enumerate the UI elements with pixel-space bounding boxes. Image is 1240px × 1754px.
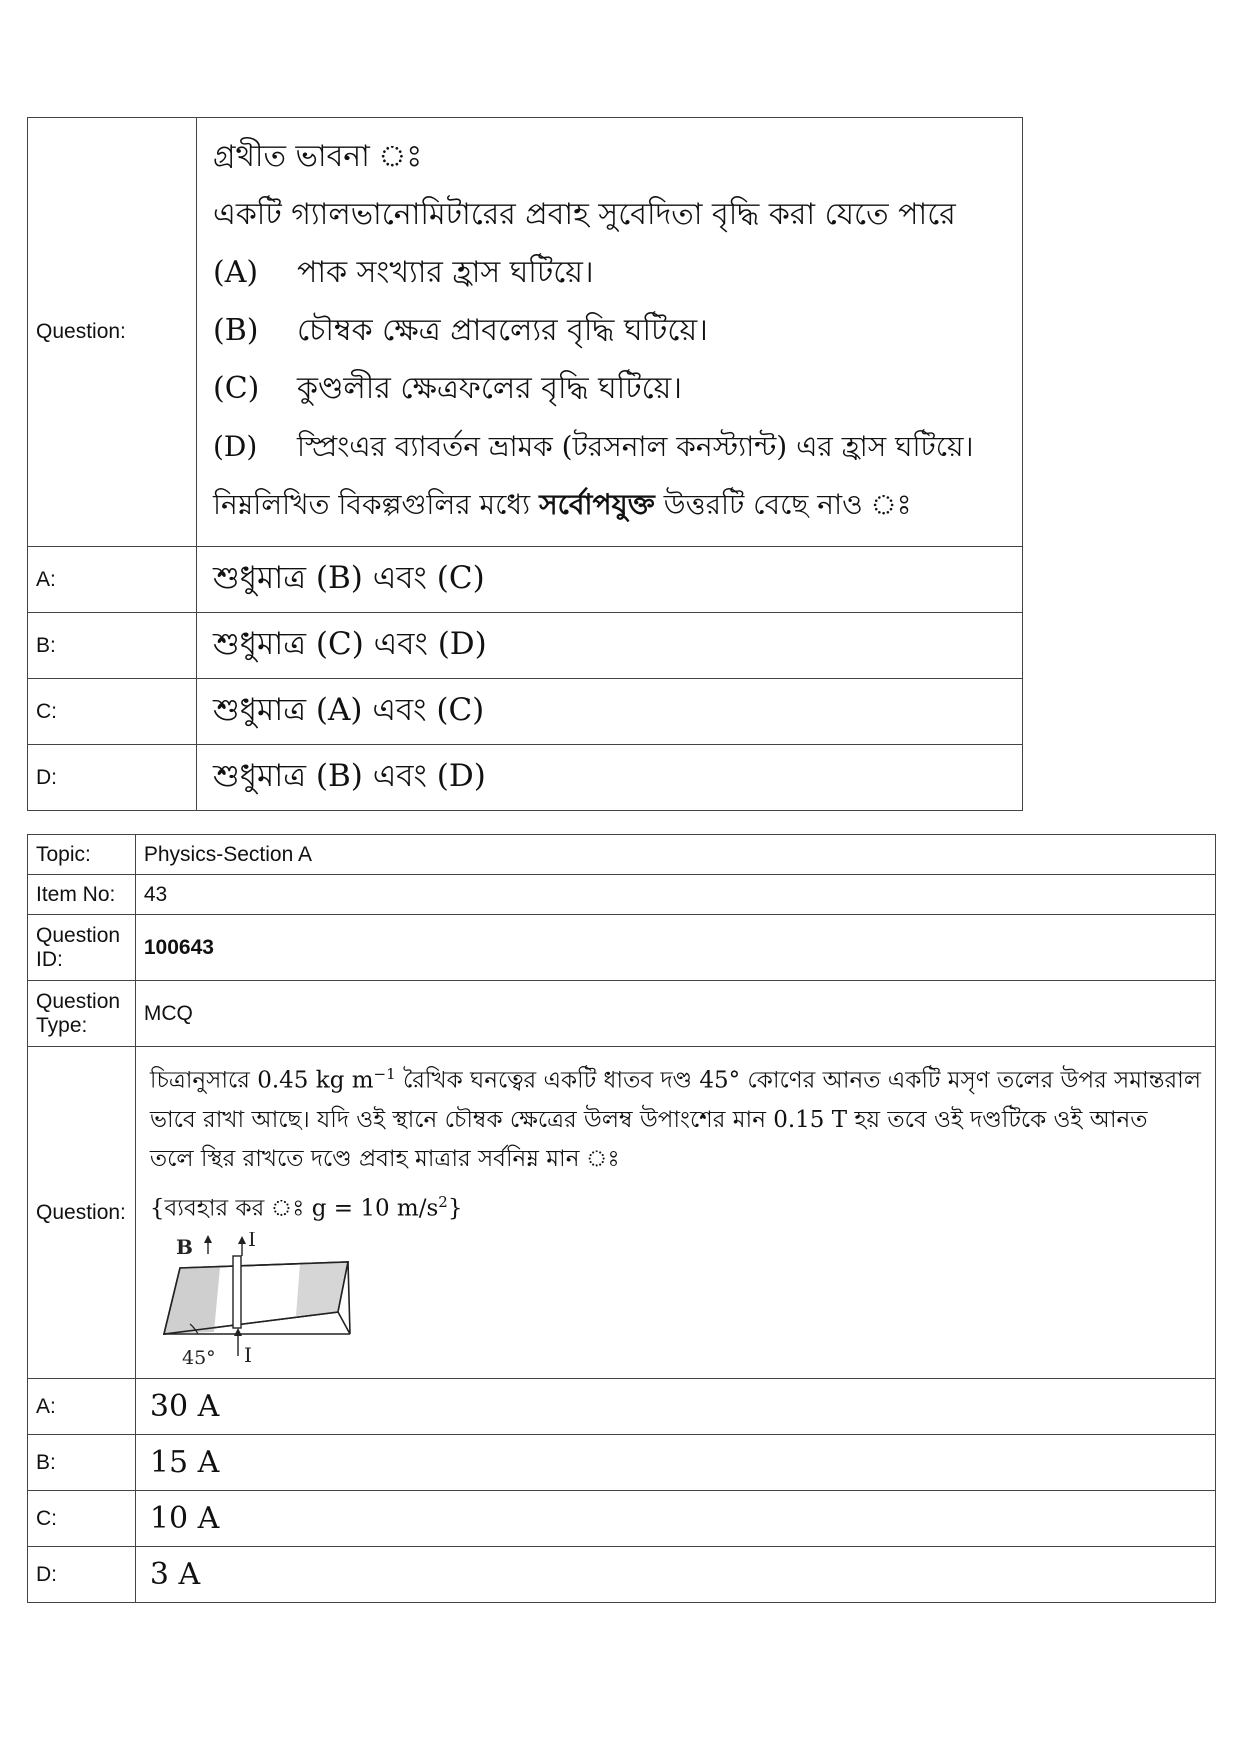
- question-instruction: [213, 476, 1006, 534]
- statement-letter: (D): [213, 430, 258, 463]
- option-text-c: 10 A: [135, 1491, 1215, 1547]
- question-table-1: [27, 117, 1023, 811]
- question-id-label: Question ID:: [28, 915, 136, 981]
- option-text-a: শুধুমাত্র (B) এবং (C): [197, 547, 1023, 613]
- question-table-2: [27, 834, 1216, 1603]
- current-arrowhead-top: [238, 1236, 246, 1244]
- question-type-value: MCQ: [135, 981, 1215, 1047]
- field-arrowhead: [204, 1235, 212, 1243]
- option-label-d: D:: [28, 1547, 136, 1603]
- option-label-d: D:: [28, 745, 197, 811]
- option-text-b: 15 A: [135, 1435, 1215, 1491]
- metal-rod: [233, 1256, 241, 1328]
- option-label-a: A:: [28, 1379, 136, 1435]
- question-line-3: তলে স্থির রাখতে দণ্ডে প্রবাহ মাত্রার সর্বনিম্ন মান ঃ: [149, 1145, 620, 1172]
- statement-a: [213, 244, 1006, 302]
- question-line-1: [150, 1055, 1201, 1101]
- option-label-c: C:: [28, 1491, 136, 1547]
- statement-text: স্প্রিংএর ব্যাবর্তন ভ্রামক (টরসনাল কনস্ট্যান্ট) এর হ্রাস ঘটিয়ে।: [297, 430, 974, 463]
- topic-label: Topic:: [28, 835, 136, 875]
- option-label-b: B:: [28, 1435, 136, 1491]
- current-arrowhead-bottom: [234, 1328, 242, 1336]
- line1-part-b: রৈখিক ঘনত্বের একটি ধাতব দণ্ড 45° কোণের আনত একটি মসৃণ তলের উপর সমান্তরাল: [395, 1067, 1201, 1094]
- statement-letter: (B): [213, 313, 259, 348]
- angle-label: 45°: [181, 1347, 216, 1370]
- statement-c: [213, 360, 1006, 418]
- statement-d: [213, 418, 1006, 476]
- instruction-bold: সর্বোপযুক্ত: [539, 488, 655, 521]
- question-line-4: [150, 1183, 1201, 1229]
- field-label: B: [175, 1235, 193, 1260]
- topic-value: Physics-Section A: [135, 835, 1215, 875]
- question-line-2: ভাবে রাখা আছে। যদি ওই স্থানে চৌম্বক ক্ষেত্রের উলম্ব উপাংশের মান 0.15 T হয় তবে ওই দণ্ডটিকে ওই আনত: [149, 1106, 1148, 1133]
- option-text-c: শুধুমাত্র (A) এবং (C): [197, 679, 1023, 745]
- statement-letter: (C): [213, 371, 260, 406]
- question-label: Question:: [28, 1047, 136, 1379]
- line4-part-a: {ব্যবহার কর ঃ g = 10 m/s: [149, 1195, 439, 1222]
- question-stem: একটি গ্যালভানোমিটারের প্রবাহ সুবেদিতা বৃদ্ধি করা যেতে পারে: [213, 197, 956, 232]
- instruction-pre: নিম্নলিখিত বিকল্পগুলির মধ্যে: [213, 488, 540, 521]
- current-label-bottom: I: [243, 1343, 252, 1368]
- question-label: Question:: [28, 118, 197, 547]
- option-text-d: 3 A: [135, 1547, 1215, 1603]
- option-text-a: 30 A: [135, 1379, 1215, 1435]
- item-no-value: 43: [135, 875, 1215, 915]
- line1-part-a: চিত্রানুসারে 0.45 kg m: [149, 1067, 374, 1094]
- option-text-b: শুধুমাত্র (C) এবং (D): [197, 613, 1023, 679]
- question-id-value: [135, 915, 1215, 981]
- statement-letter: (A): [213, 255, 259, 290]
- option-label-c: C:: [28, 679, 197, 745]
- statement-text: চৌম্বক ক্ষেত্র প্রাবল্যের বৃদ্ধি ঘটিয়ে।: [297, 313, 708, 348]
- line4-part-b: }: [447, 1195, 463, 1222]
- question-body: [197, 118, 1023, 547]
- current-label-top: I: [247, 1232, 256, 1252]
- question-body: [135, 1047, 1215, 1379]
- question-id-text: 100643: [143, 935, 214, 959]
- option-label-a: A:: [28, 547, 197, 613]
- statement-b: [213, 302, 1006, 360]
- option-text-d: শুধুমাত্র (B) এবং (D): [197, 745, 1023, 811]
- statement-text: কুণ্ডলীর ক্ষেত্রফলের বৃদ্ধি ঘটিয়ে।: [297, 371, 683, 406]
- question-heading: গ্রথীত ভাবনা ঃ: [213, 139, 423, 174]
- line1-superscript: −1: [373, 1065, 396, 1083]
- option-label-b: B:: [28, 613, 197, 679]
- inclined-plane-figure: [150, 1232, 370, 1372]
- instruction-post: উত্তরটি বেছে নাও ঃ: [654, 488, 912, 521]
- line4-superscript: 2: [438, 1192, 448, 1211]
- statement-text: পাক সংখ্যার হ্রাস ঘটিয়ে।: [297, 255, 594, 290]
- item-no-label: Item No:: [28, 875, 136, 915]
- question-type-label: Question Type:: [28, 981, 136, 1047]
